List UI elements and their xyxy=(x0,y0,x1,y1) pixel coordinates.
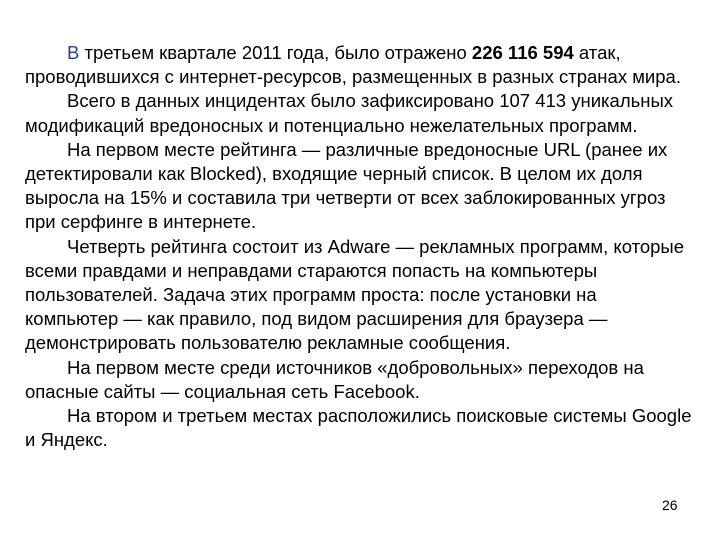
paragraph-malicious-urls: На первом месте рейтинга — различные вредоносные URL (ранее их детектировали как Blocked), входящие черный список. В целом их доля выросла на 15% и составила три четверти от всех заблокированных угроз при серфинге в интернете. xyxy=(25,138,668,233)
paragraph-facebook: На первом месте среди источников «добровольных» переходов на опасные сайты — социальная сеть Facebook. xyxy=(25,356,644,402)
paragraph-initial-letter: В xyxy=(67,42,80,63)
attack-count: 226 116 594 xyxy=(471,42,574,63)
paragraph-search-engines: На втором и третьем местах расположились поисковые системы Google и Яндекс. xyxy=(25,405,692,451)
paragraph-q3-attacks xyxy=(25,41,695,89)
page-number: 26 xyxy=(662,497,678,513)
body-text xyxy=(25,41,695,452)
paragraph-adware: Четверть рейтинга состоит из Adware — рекламных программ, которые всеми правдами и неправдами стараются попасть на компьютеры пользователей. Задача этих программ проста: после установки на компьютер — как правило, под видом расширения для браузера — демонстрировать пользователю рекламные сообщения. xyxy=(25,235,685,354)
paragraph-text: атак, проводившихся с интернет-ресурсов, размещенных в разных странах мира. xyxy=(25,42,681,88)
paragraph-unique-modifications: Всего в данных инцидентах было зафиксировано 107 413 уникальных модификаций вредоносных и потенциально нежелательных программ. xyxy=(25,90,674,136)
paragraph-text: третьем квартале 2011 года, было отражено xyxy=(79,42,472,63)
